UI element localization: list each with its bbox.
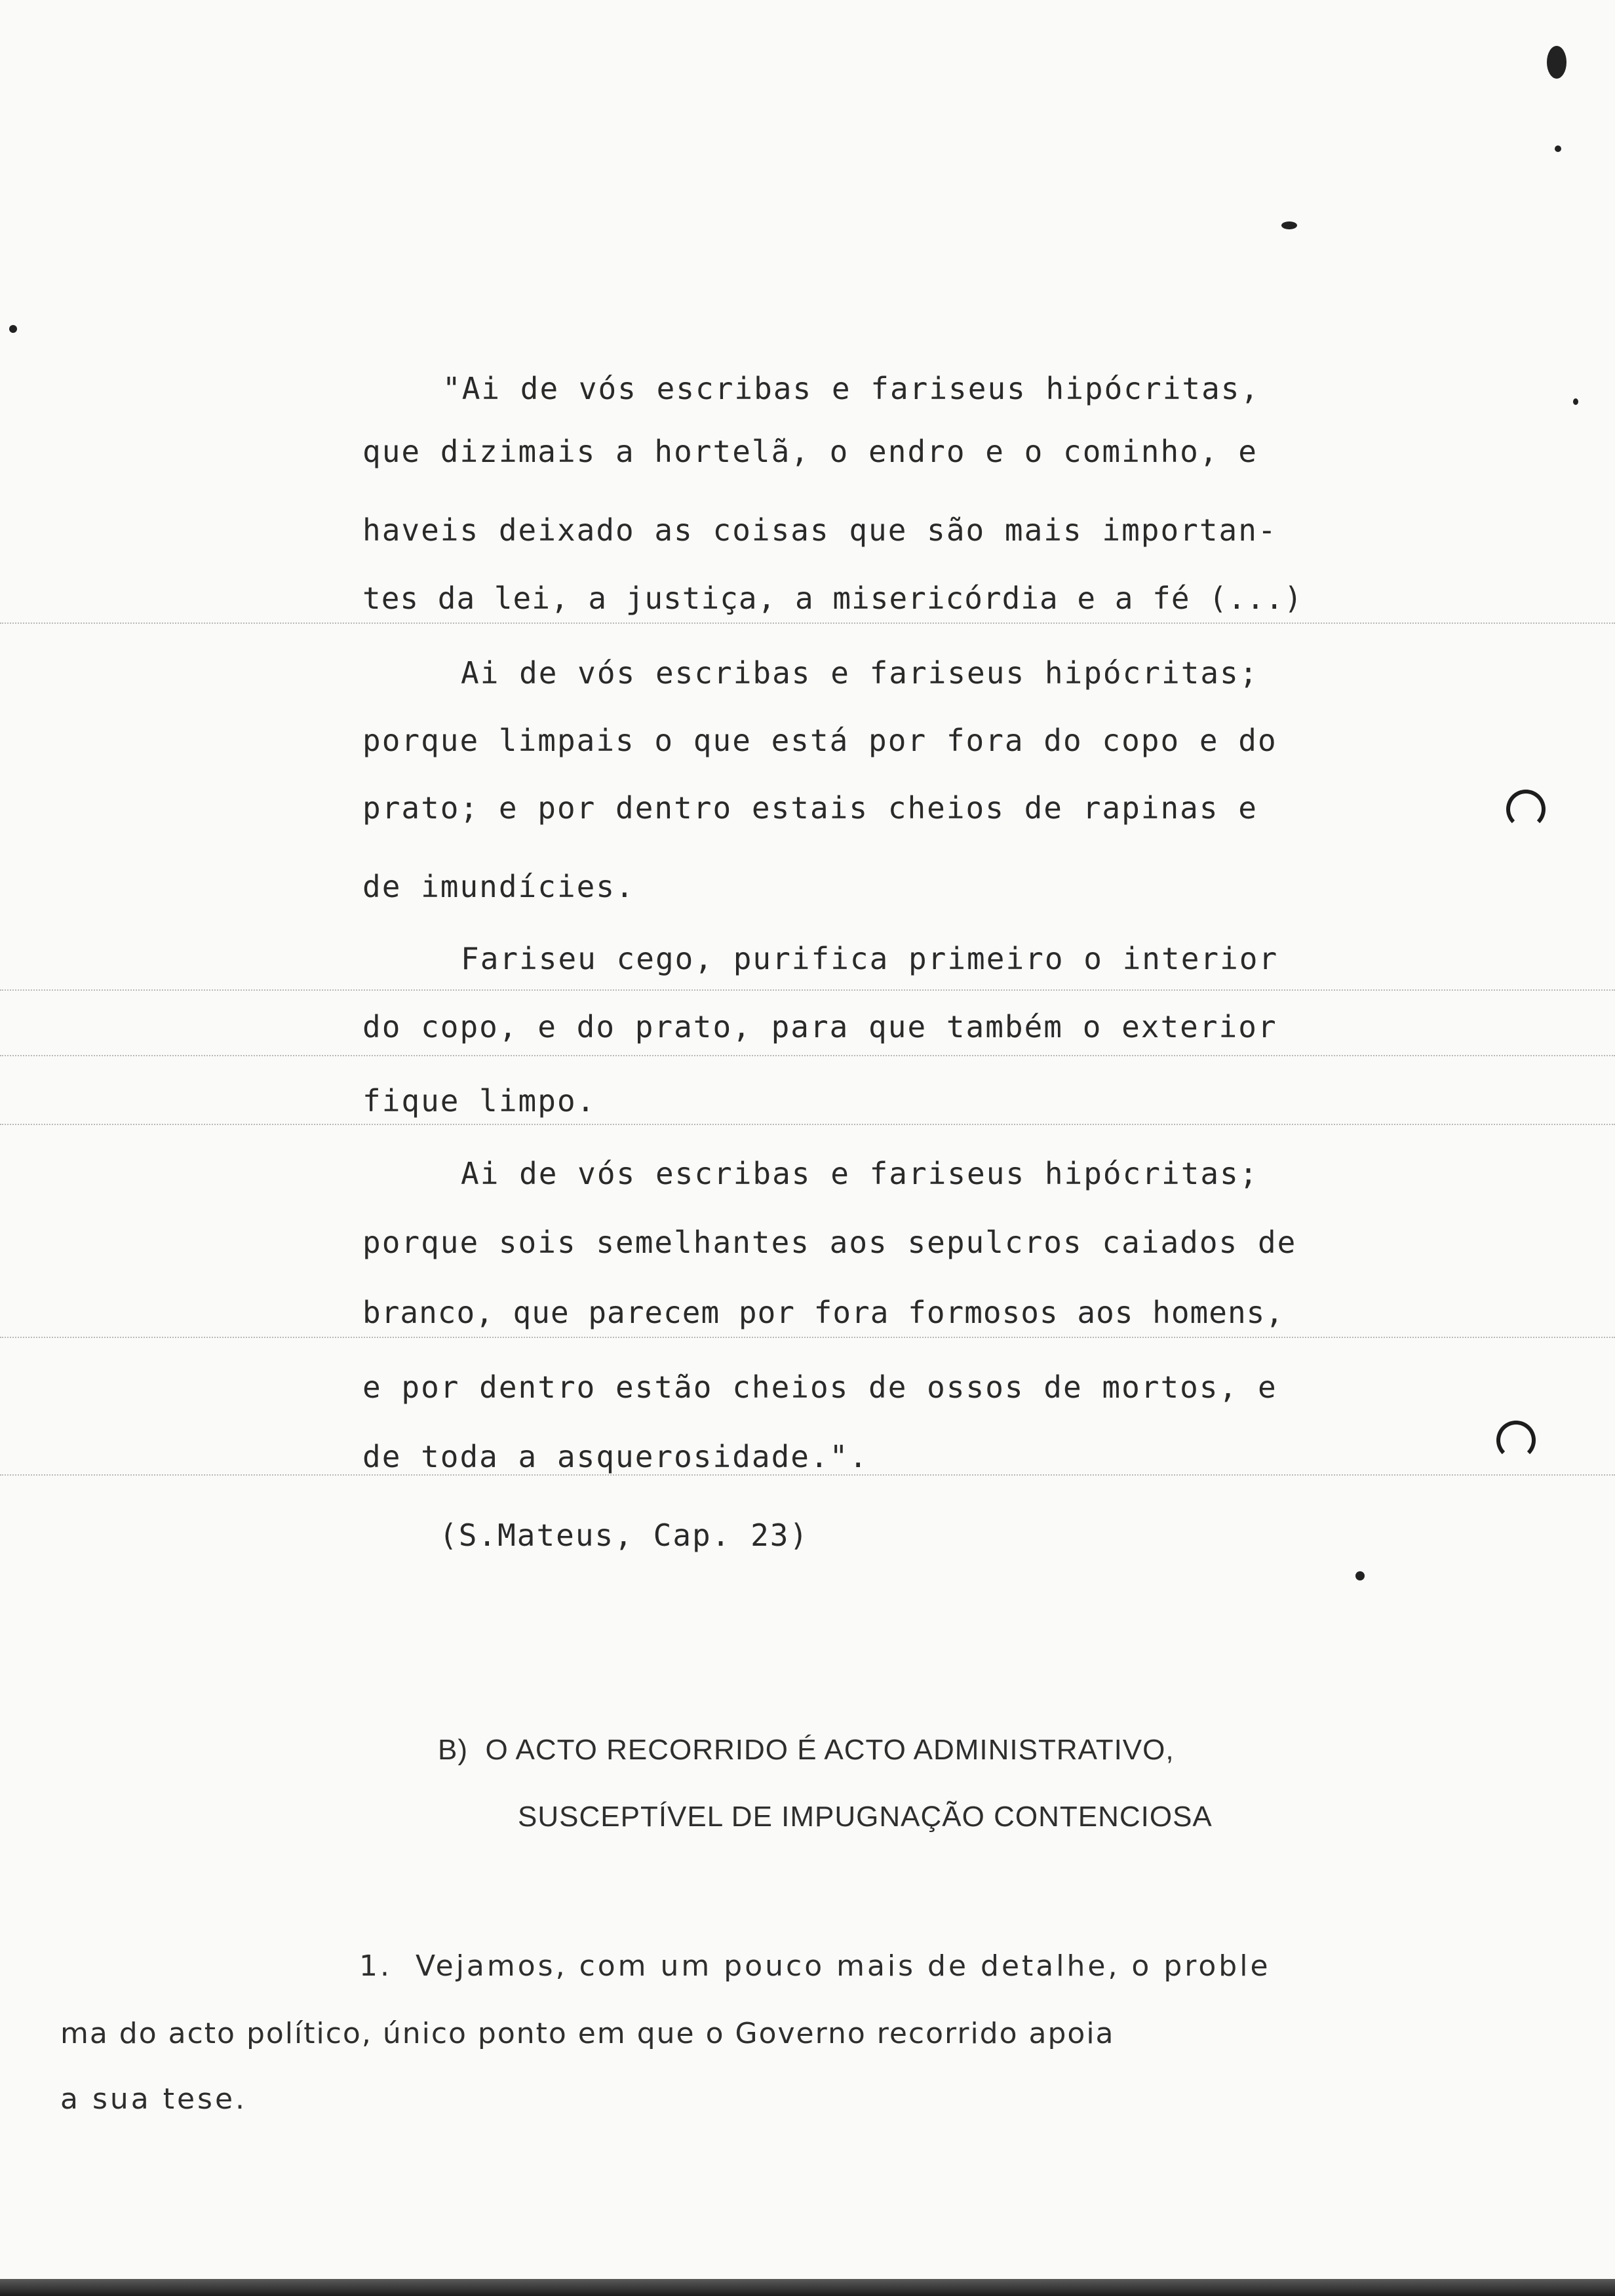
quote-line: porque limpais o que está por fora do copo e do (362, 723, 1277, 758)
quote-line: Fariseu cego, purifica primeiro o interior (461, 941, 1279, 976)
scan-speck (9, 325, 17, 333)
paper-rule (0, 1055, 1615, 1056)
binder-hole-mark (1496, 1421, 1536, 1460)
scan-bottom-edge (0, 2279, 1615, 2296)
scan-speck (1281, 221, 1297, 229)
scan-speck (1573, 398, 1578, 405)
section-heading-line2: SUSCEPTÍVEL DE IMPUGNAÇÃO CONTENCIOSA (518, 1801, 1213, 1833)
paper-rule (0, 1474, 1615, 1476)
quote-line: Ai de vós escribas e fariseus hipócritas; (461, 655, 1259, 691)
paragraph-line: ma do acto político, único ponto em que o Governo recorrido apoia (60, 2017, 1115, 2050)
quote-line: que dizimais a hortelã, o endro e o cominho, e (362, 434, 1258, 469)
quote-line: e por dentro estão cheios de ossos de mortos, e (362, 1369, 1277, 1405)
quote-line: prato; e por dentro estais cheios de rapinas e (362, 790, 1258, 826)
quote-line: do copo, e do prato, para que também o exterior (362, 1009, 1277, 1044)
quote-line: branco, que parecem por fora formosos aos homens, (362, 1295, 1285, 1330)
quote-line: porque sois semelhantes aos sepulcros caiados de (362, 1225, 1297, 1260)
paper-rule (0, 989, 1615, 991)
paper-rule (0, 622, 1615, 624)
paper-rule (0, 1337, 1615, 1338)
quote-citation: (S.Mateus, Cap. 23) (439, 1518, 809, 1553)
scan-speck (1555, 145, 1561, 152)
quote-line: de toda a asquerosidade.". (362, 1439, 869, 1474)
scan-speck (1355, 1571, 1365, 1580)
quote-line: de imundícies. (362, 869, 635, 904)
section-heading-line1: B) O ACTO RECORRIDO É ACTO ADMINISTRATIVO, (438, 1734, 1175, 1766)
paper-rule (0, 1124, 1615, 1125)
quote-line: Ai de vós escribas e fariseus hipócritas; (461, 1156, 1259, 1191)
binder-hole-mark (1506, 790, 1546, 829)
scan-speck (1547, 46, 1566, 79)
quote-line: tes da lei, a justiça, a misericórdia e a fé (...) (362, 581, 1303, 616)
quote-line: fique limpo. (362, 1083, 596, 1119)
paragraph-line: 1. Vejamos, com um pouco mais de detalhe, o proble (359, 1949, 1271, 1983)
quote-line: haveis deixado as coisas que são mais importan- (362, 512, 1277, 548)
paragraph-line: a sua tese. (60, 2082, 248, 2116)
quote-line: "Ai de vós escribas e fariseus hipócritas, (442, 371, 1260, 406)
